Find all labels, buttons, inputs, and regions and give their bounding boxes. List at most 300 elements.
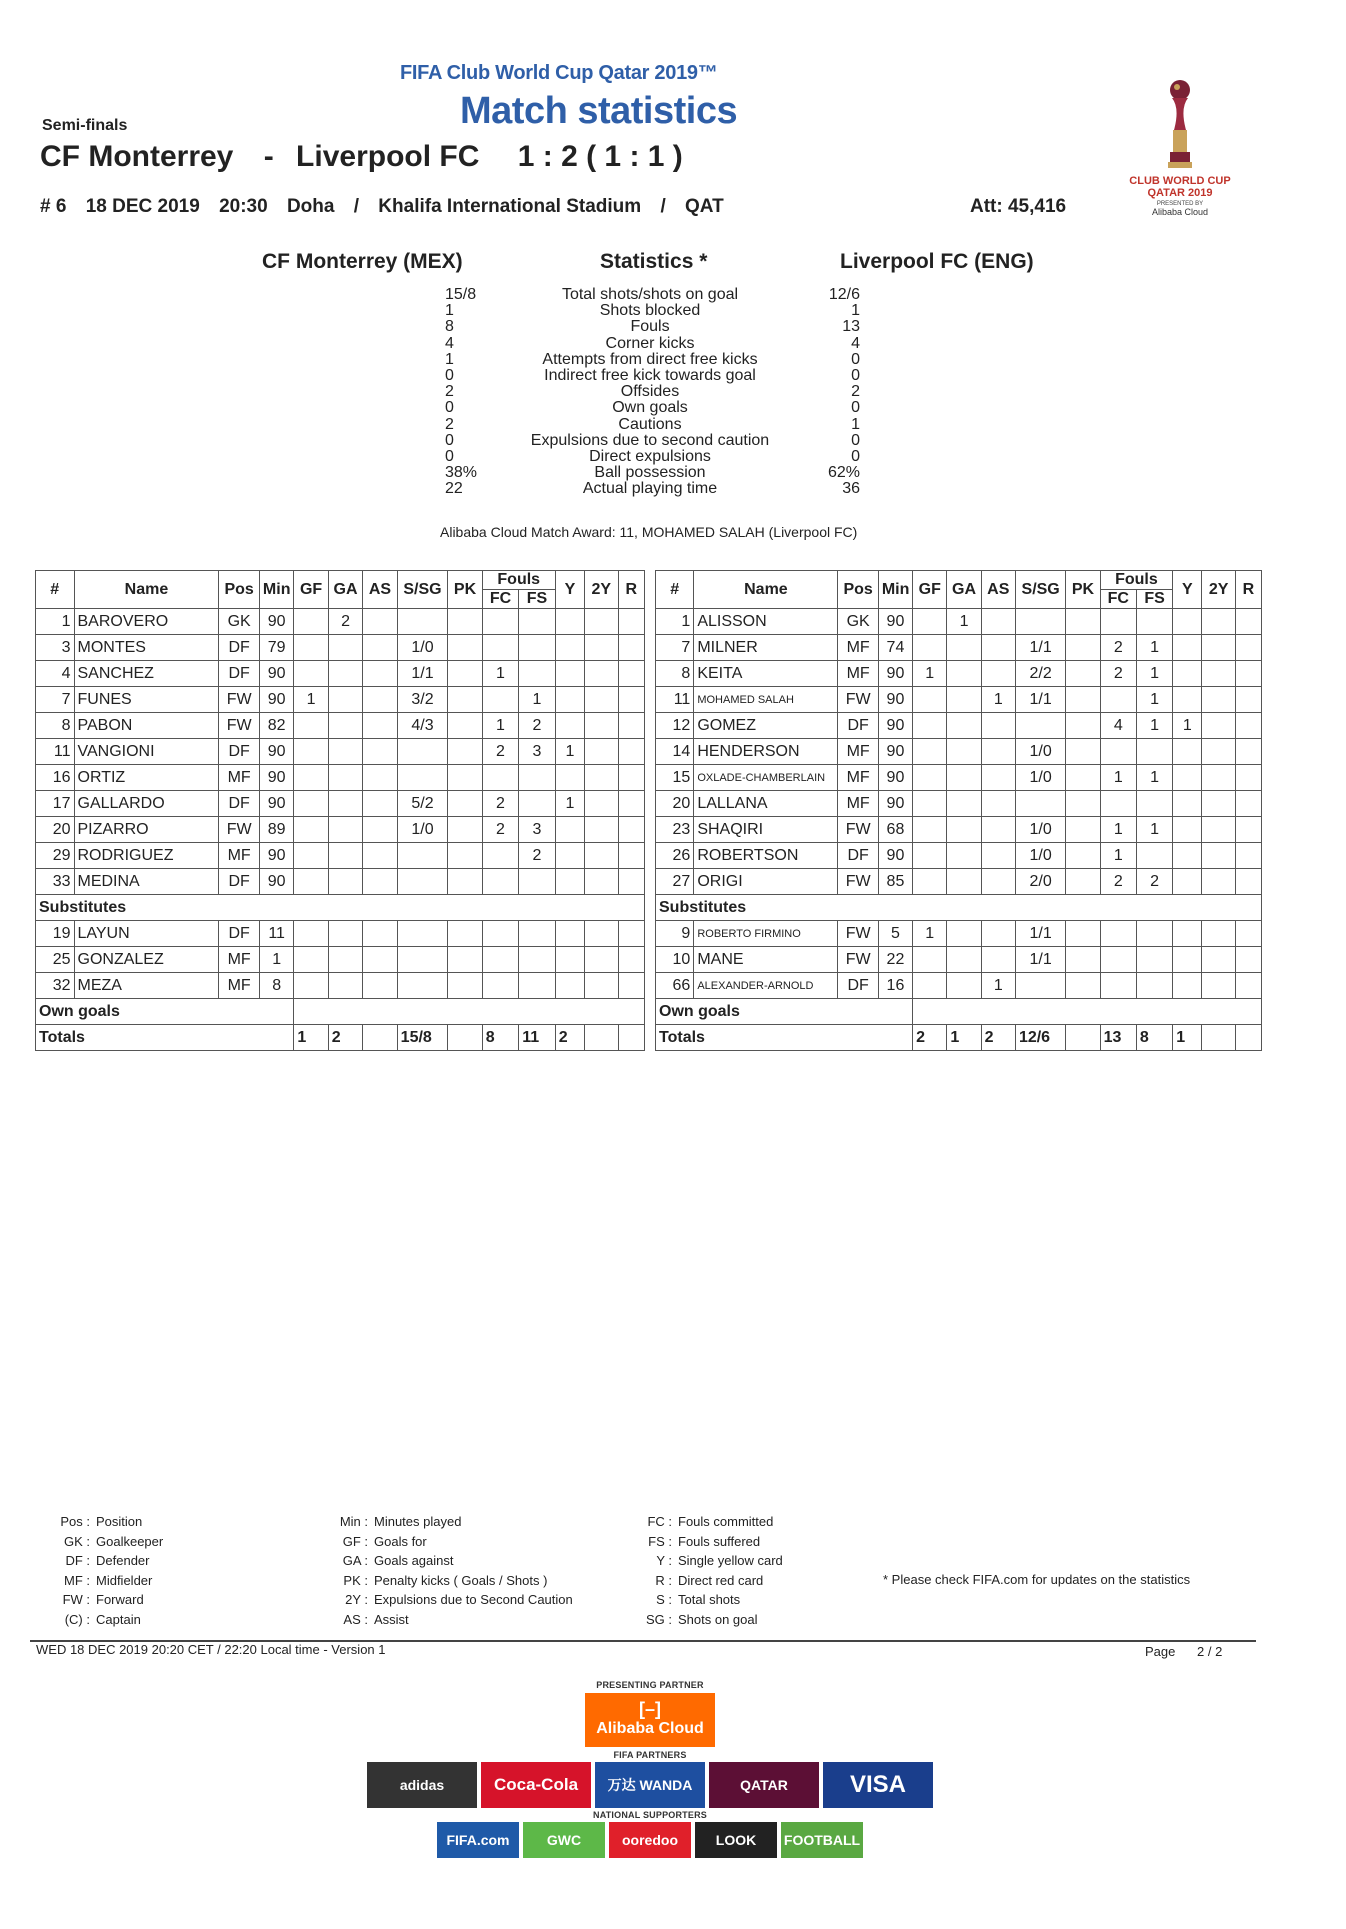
header-ga: GA	[328, 571, 362, 609]
player-stat-pk	[448, 947, 482, 973]
stat-home-value: 8	[445, 318, 454, 336]
total-stat-y: 2	[555, 1025, 584, 1051]
final-score: 1 : 2 ( 1 : 1 )	[517, 140, 683, 173]
player-stat-fs	[1136, 739, 1172, 765]
player-stat-fc	[1100, 739, 1136, 765]
player-stat-as	[363, 973, 397, 999]
substitutes-row	[36, 895, 645, 921]
player-stat-gf: 1	[294, 687, 328, 713]
player-stat-gf	[294, 661, 328, 687]
player-stat-y2	[585, 973, 618, 999]
legend-value: Assist	[374, 1611, 409, 1627]
player-minutes: 8	[259, 973, 293, 999]
player-position: GK	[219, 609, 260, 635]
attendance: Att: 45,416	[970, 196, 1067, 217]
stat-away-value: 12/6	[828, 286, 860, 303]
player-stat-ssg	[397, 973, 448, 999]
player-position: MF	[219, 947, 260, 973]
player-stat-ssg: 1/1	[1015, 687, 1065, 713]
player-stat-gf	[913, 713, 947, 739]
player-stat-pk	[448, 635, 482, 661]
legend-item	[318, 1610, 573, 1630]
player-minutes: 68	[878, 817, 912, 843]
player-stat-gf	[913, 687, 947, 713]
logo-line-2: QATAR 2019	[1147, 187, 1213, 199]
player-stat-r	[1235, 947, 1261, 973]
player-minutes: 90	[878, 791, 912, 817]
player-row	[656, 661, 1262, 687]
player-minutes: 90	[878, 843, 912, 869]
stat-label: Offsides	[620, 383, 680, 401]
player-minutes: 90	[878, 739, 912, 765]
header-2y: 2Y	[585, 571, 618, 609]
player-stat-fc: 2	[1100, 635, 1136, 661]
player-stat-as	[981, 713, 1015, 739]
player-name: HENDERSON	[694, 739, 838, 765]
stat-label: Cautions	[618, 415, 682, 433]
player-stat-y2	[1202, 713, 1235, 739]
player-position: MF	[219, 973, 260, 999]
match-city: Doha	[286, 196, 335, 217]
player-position: MF	[838, 635, 878, 661]
player-stat-as	[981, 817, 1015, 843]
legend-key: DF :	[65, 1553, 90, 1569]
player-stat-gf	[294, 817, 328, 843]
total-stat-y: 1	[1173, 1025, 1202, 1051]
player-stat-ssg: 1/0	[1015, 765, 1065, 791]
legend-value: Midfielder	[96, 1572, 153, 1588]
player-stat-y2	[1202, 609, 1235, 635]
legend-item	[318, 1551, 573, 1571]
legend-item	[622, 1571, 783, 1591]
player-stat-fs: 1	[1136, 713, 1172, 739]
player-number: 3	[36, 635, 75, 661]
national-supporters-row	[350, 1822, 950, 1858]
player-stat-ssg	[397, 869, 448, 895]
player-stat-as	[363, 635, 397, 661]
stat-label: Own goals	[612, 399, 688, 417]
stat-label: Indirect free kick towards goal	[544, 367, 756, 385]
player-position: MF	[838, 765, 878, 791]
match-info	[40, 196, 738, 218]
legend-item	[40, 1551, 163, 1571]
player-stat-pk	[448, 661, 482, 687]
total-stat-ga: 1	[947, 1025, 981, 1051]
player-stat-y2	[585, 661, 618, 687]
player-row	[36, 765, 645, 791]
player-stat-ssg: 1/1	[1015, 921, 1065, 947]
player-row	[36, 869, 645, 895]
player-row	[656, 635, 1262, 661]
player-stat-fs	[1136, 609, 1172, 635]
player-minutes: 90	[878, 661, 912, 687]
player-stat-fs	[519, 947, 555, 973]
player-stat-fs: 1	[1136, 817, 1172, 843]
legend-note: * Please check FIFA.com for updates on the statistics	[883, 1572, 1191, 1587]
footer-timestamp: WED 18 DEC 2019 20:20 CET / 22:20 Local time - Version 1	[36, 1642, 386, 1657]
player-position: FW	[219, 817, 260, 843]
total-stat-as	[363, 1025, 397, 1051]
own-goals-cells	[913, 999, 1262, 1025]
player-stat-y2	[1202, 869, 1235, 895]
player-stat-fs: 3	[519, 739, 555, 765]
sponsor-block	[350, 1680, 950, 1858]
player-stat-fc: 2	[1100, 869, 1136, 895]
player-number: 8	[656, 661, 694, 687]
player-row	[36, 739, 645, 765]
player-position: DF	[219, 739, 260, 765]
player-stat-fs: 1	[1136, 661, 1172, 687]
legend-key: GK :	[63, 1533, 90, 1549]
player-stat-fc: 2	[1100, 661, 1136, 687]
legend-item	[40, 1590, 163, 1610]
home-player-table	[35, 570, 645, 1051]
header-min: Min	[259, 571, 293, 609]
legend-key: FC :	[647, 1514, 672, 1529]
player-stat-as	[363, 661, 397, 687]
player-stat-y	[1173, 817, 1202, 843]
player-stat-r	[1235, 869, 1261, 895]
player-row	[36, 687, 645, 713]
stat-away-value: 0	[851, 431, 860, 449]
header-name: Name	[74, 571, 219, 609]
player-stat-ga	[328, 739, 362, 765]
player-stat-as	[981, 947, 1015, 973]
player-stat-pk	[448, 609, 482, 635]
player-stat-fc	[1100, 791, 1136, 817]
player-stat-gf	[913, 791, 947, 817]
player-row	[36, 843, 645, 869]
player-minutes: 22	[878, 947, 912, 973]
partner-logo: adidas	[367, 1762, 477, 1808]
totals-label: Totals	[656, 1025, 913, 1051]
logo-line-3: PRESENTED BY	[1156, 201, 1204, 207]
stat-label: Expulsions due to second caution	[530, 431, 770, 449]
legend-value: Single yellow card	[678, 1553, 783, 1569]
player-stat-fs	[519, 921, 555, 947]
supporter-logo: FIFA.com	[437, 1822, 519, 1858]
header-as: AS	[981, 571, 1015, 609]
tournament-logo	[1120, 78, 1240, 217]
player-row	[656, 973, 1262, 999]
player-stat-r	[618, 765, 644, 791]
player-stat-r	[1235, 739, 1261, 765]
player-position: MF	[838, 791, 878, 817]
player-stat-y	[555, 817, 584, 843]
player-minutes: 90	[259, 739, 293, 765]
player-stat-pk	[448, 817, 482, 843]
legend-value: Forward	[96, 1592, 144, 1608]
player-stat-pk	[1066, 869, 1100, 895]
stat-away-value: 0	[851, 350, 860, 368]
player-position: MF	[219, 843, 260, 869]
player-name: PABON	[74, 713, 219, 739]
legend-item	[318, 1571, 573, 1591]
player-stat-ga	[328, 765, 362, 791]
player-row	[656, 713, 1262, 739]
player-minutes: 90	[878, 713, 912, 739]
player-minutes: 90	[259, 843, 293, 869]
player-stat-ga	[947, 713, 981, 739]
player-name: ORIGI	[694, 869, 838, 895]
header-gf: GF	[294, 571, 328, 609]
header-r: R	[618, 571, 644, 609]
player-row	[656, 739, 1262, 765]
player-stat-pk	[1066, 687, 1100, 713]
player-row	[36, 609, 645, 635]
player-name: MEZA	[74, 973, 219, 999]
header-ga: GA	[947, 571, 981, 609]
player-stat-ga	[947, 947, 981, 973]
player-number: 23	[656, 817, 694, 843]
match-award: Alibaba Cloud Match Award: 11, MOHAMED SALAH (Liverpool FC)	[440, 524, 858, 540]
player-stat-ssg	[1015, 791, 1065, 817]
player-stat-ssg: 1/1	[1015, 635, 1065, 661]
player-row	[656, 817, 1262, 843]
header-number: #	[656, 571, 694, 609]
stat-label: Actual playing time	[582, 480, 718, 498]
player-row	[36, 661, 645, 687]
player-stat-as	[363, 869, 397, 895]
stat-away-value: 62%	[827, 464, 860, 482]
header-pos: Pos	[219, 571, 260, 609]
player-stat-ga: 1	[947, 609, 981, 635]
player-stat-gf	[294, 609, 328, 635]
player-stat-fc: 1	[1100, 817, 1136, 843]
legend-key: MF :	[64, 1572, 90, 1588]
player-stat-fc: 1	[482, 713, 518, 739]
player-stat-r	[618, 713, 644, 739]
player-stat-y	[555, 947, 584, 973]
player-minutes: 90	[259, 609, 293, 635]
player-number: 10	[656, 947, 694, 973]
player-stat-y	[1173, 973, 1202, 999]
player-stat-r	[1235, 687, 1261, 713]
player-stat-r	[1235, 817, 1261, 843]
player-stat-y2	[1202, 817, 1235, 843]
player-stat-r	[618, 791, 644, 817]
player-name: MEDINA	[74, 869, 219, 895]
player-stat-y	[1173, 687, 1202, 713]
player-stat-pk	[448, 687, 482, 713]
legend-item	[622, 1590, 783, 1610]
player-stat-ssg	[1015, 609, 1065, 635]
player-row	[36, 713, 645, 739]
player-stat-r	[1235, 765, 1261, 791]
total-stat-gf: 1	[294, 1025, 328, 1051]
player-stat-as	[981, 635, 1015, 661]
player-stat-gf	[913, 609, 947, 635]
legend-value: Goalkeeper	[96, 1533, 164, 1549]
player-position: FW	[838, 947, 878, 973]
player-stat-fs	[1136, 921, 1172, 947]
tournament-title: FIFA Club World Cup Qatar 2019™	[400, 62, 718, 84]
player-stat-pk	[1066, 635, 1100, 661]
player-stat-as	[981, 791, 1015, 817]
stat-away-value: 0	[851, 448, 860, 466]
player-name: GONZALEZ	[74, 947, 219, 973]
player-stat-pk	[1066, 843, 1100, 869]
logo-line-1: CLUB WORLD CUP	[1129, 175, 1231, 187]
player-name: ORTIZ	[74, 765, 219, 791]
player-stat-gf	[294, 921, 328, 947]
player-stat-y	[1173, 765, 1202, 791]
player-name: GALLARDO	[74, 791, 219, 817]
legend-key: GF :	[342, 1533, 368, 1549]
player-name: LALLANA	[694, 791, 838, 817]
player-stat-as	[363, 739, 397, 765]
player-stat-gf	[913, 817, 947, 843]
stat-label: Attempts from direct free kicks	[542, 350, 758, 368]
player-stat-y	[555, 973, 584, 999]
player-stat-y: 1	[555, 739, 584, 765]
player-name: MANE	[694, 947, 838, 973]
own-goals-label: Own goals	[36, 999, 294, 1025]
player-stat-ssg	[397, 947, 448, 973]
player-stat-ssg	[1015, 713, 1065, 739]
player-row	[656, 791, 1262, 817]
player-position: DF	[838, 973, 878, 999]
header-min: Min	[878, 571, 912, 609]
legend-key: (C) :	[64, 1611, 90, 1627]
player-name: MOHAMED SALAH	[694, 687, 838, 713]
player-stat-ssg: 2/0	[1015, 869, 1065, 895]
player-stat-fc: 1	[482, 661, 518, 687]
player-position: FW	[838, 687, 878, 713]
player-stat-fs	[519, 635, 555, 661]
player-stat-y: 1	[555, 791, 584, 817]
player-number: 25	[36, 947, 75, 973]
player-stat-gf: 1	[913, 661, 947, 687]
total-stat-y2	[585, 1025, 618, 1051]
player-stat-as	[363, 817, 397, 843]
legend-item	[40, 1610, 163, 1630]
player-stat-y2	[585, 947, 618, 973]
player-stat-as	[981, 921, 1015, 947]
player-minutes: 79	[259, 635, 293, 661]
player-stat-gf	[294, 869, 328, 895]
partner-logo: Coca-Cola	[481, 1762, 591, 1808]
stat-home-value: 22	[445, 480, 463, 498]
own-goals-label: Own goals	[656, 999, 913, 1025]
player-stat-gf	[913, 635, 947, 661]
legend-key: Min :	[339, 1514, 368, 1529]
stat-label: Ball possession	[594, 464, 706, 482]
player-row	[36, 635, 645, 661]
player-stat-y2	[1202, 739, 1235, 765]
total-stat-pk	[1066, 1025, 1100, 1051]
player-stat-y	[555, 869, 584, 895]
player-stat-gf	[913, 739, 947, 765]
partner-logo: 万达 WANDA	[595, 1762, 705, 1808]
header-fc: FC	[482, 590, 518, 609]
legend-key: Pos :	[60, 1514, 90, 1529]
player-stat-ssg	[397, 609, 448, 635]
totals-row	[36, 1025, 645, 1051]
player-stat-as	[981, 765, 1015, 791]
player-position: FW	[838, 921, 878, 947]
own-goals-row	[36, 999, 645, 1025]
totals-row	[656, 1025, 1262, 1051]
legend-column-3	[622, 1512, 783, 1630]
total-stat-r	[618, 1025, 644, 1051]
stats-away-values	[800, 287, 860, 498]
player-stat-y	[1173, 661, 1202, 687]
player-stat-fc	[1100, 687, 1136, 713]
stat-label: Shots blocked	[599, 302, 701, 320]
stat-home-value: 0	[445, 399, 454, 417]
player-position: DF	[219, 791, 260, 817]
player-stat-y2	[1202, 791, 1235, 817]
player-stat-pk	[448, 869, 482, 895]
player-stat-as	[363, 947, 397, 973]
player-stat-gf	[294, 713, 328, 739]
legend-key: GA :	[342, 1553, 368, 1569]
total-stat-fs: 11	[519, 1025, 555, 1051]
player-stat-y2	[585, 635, 618, 661]
legend-item	[40, 1512, 163, 1532]
player-stat-fs	[1136, 947, 1172, 973]
player-stat-ga	[947, 973, 981, 999]
player-stat-as	[363, 609, 397, 635]
player-position: DF	[219, 869, 260, 895]
legend-item	[318, 1532, 573, 1552]
legend-value: Minutes played	[374, 1514, 462, 1529]
partner-logo: QATAR	[709, 1762, 819, 1808]
player-stat-y2	[585, 921, 618, 947]
player-stat-fs	[519, 791, 555, 817]
legend-value: Goals against	[374, 1553, 454, 1569]
player-number: 33	[36, 869, 75, 895]
header-fs: FS	[519, 590, 555, 609]
player-stat-fc	[482, 765, 518, 791]
total-stat-fc: 8	[482, 1025, 518, 1051]
supporter-logo: ooredoo	[609, 1822, 691, 1858]
player-name: MILNER	[694, 635, 838, 661]
legend-column-2	[318, 1512, 573, 1630]
player-name: SANCHEZ	[74, 661, 219, 687]
header-fc: FC	[1100, 590, 1136, 609]
player-stat-y2	[1202, 843, 1235, 869]
legend-item	[40, 1532, 163, 1552]
player-stat-ssg	[1015, 973, 1065, 999]
player-stat-y	[555, 843, 584, 869]
player-stat-fc	[1100, 973, 1136, 999]
stat-away-value: 13	[842, 318, 860, 336]
player-stat-gf	[294, 765, 328, 791]
legend-value: Direct red card	[678, 1572, 764, 1588]
presenting-partner-label: PRESENTING PARTNER	[596, 1680, 704, 1690]
player-stat-y	[555, 713, 584, 739]
player-number: 7	[36, 687, 75, 713]
player-position: DF	[219, 635, 260, 661]
player-stat-ga	[947, 635, 981, 661]
player-name: FUNES	[74, 687, 219, 713]
match-line	[40, 140, 683, 174]
stat-home-value: 15/8	[445, 286, 477, 303]
player-position: GK	[838, 609, 878, 635]
player-stat-y	[1173, 739, 1202, 765]
player-minutes: 90	[878, 609, 912, 635]
player-stat-fs: 2	[1136, 869, 1172, 895]
header-fs: FS	[1136, 590, 1172, 609]
player-stat-pk	[1066, 921, 1100, 947]
stat-label: Total shots/shots on goal	[561, 286, 739, 303]
player-row	[656, 687, 1262, 713]
presenting-partner-name: Alibaba Cloud	[596, 1720, 704, 1737]
total-stat-ga: 2	[328, 1025, 362, 1051]
stat-away-value: 4	[851, 334, 860, 352]
